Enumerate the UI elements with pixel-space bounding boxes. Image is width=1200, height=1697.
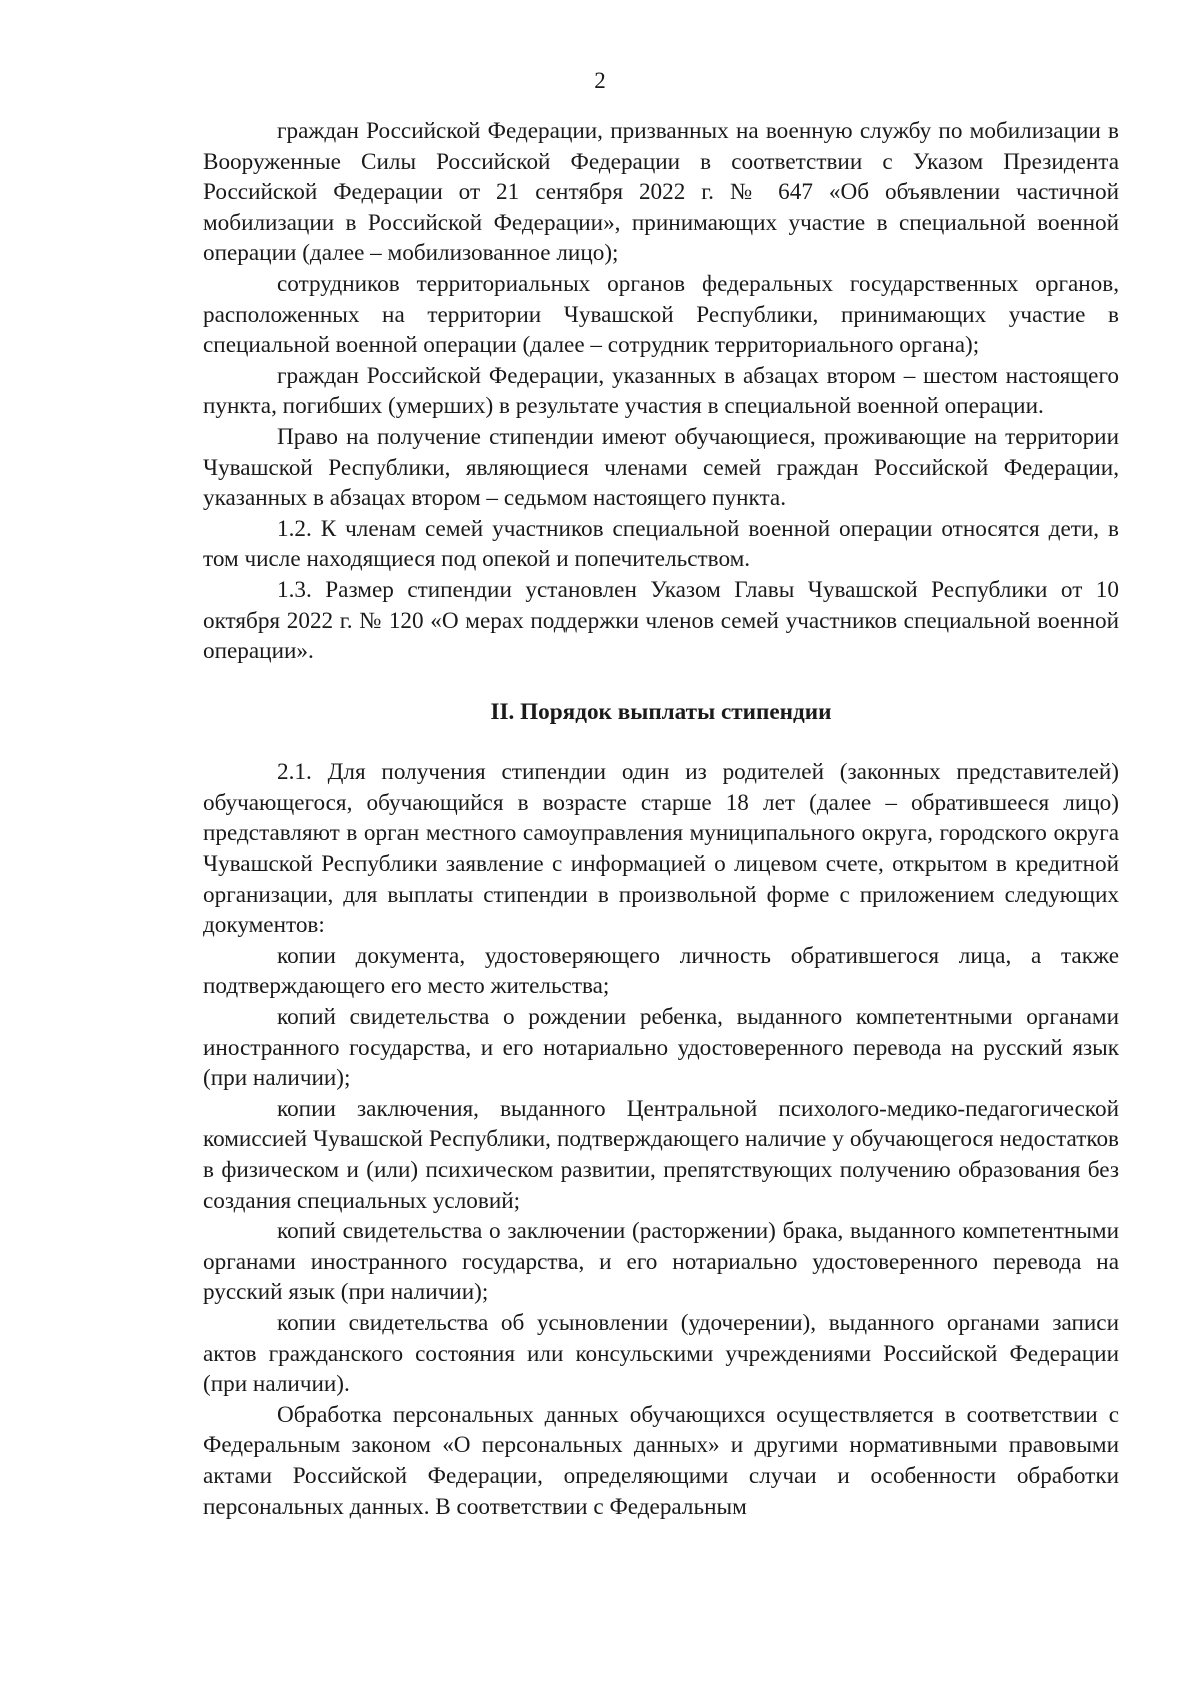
paragraph-mobilized: граждан Российской Федерации, призванных на военную службу по мобилизации в Вооруженные Силы Российской Федерации в соответствии с Указом Президента Российской Федерации от 21 сентября 2022 г. № 647 «Об объявлении частичной мобилизации в Российской Федерации», принимающих участие в специальной военной операции (далее – мобилизованное лицо);	[203, 118, 1119, 267]
document-item-birth-certificate: копий свидетельства о рождении ребенка, выданного компетентными органами иностранного государства, и его нотариально удостоверенного перевода на русский язык (при наличии);	[203, 1004, 1119, 1092]
page-number: 2	[594, 68, 606, 93]
document-item-commission-conclusion: копии заключения, выданного Центральной психолого-медико-педагогической комиссией Чувашской Республики, подтверждающего наличие у обучающегося недостатков в физическом и (или) психическом развитии, препятствующих получению образования без создания специальных условий;	[203, 1095, 1119, 1214]
paragraph-territorial-employees: сотрудников территориальных органов федеральных государственных органов, расположенных на территории Чувашской Республики, принимающих участие в специальной военной операции (далее – сотрудник территориального органа);	[203, 270, 1119, 359]
clause-2-1: 2.1. Для получения стипендии один из родителей (законных представителей) обучающегося, обучающийся в возрасте старше 18 лет (далее – обратившееся лицо) представляют в орган местного самоуправления муниципального округа, городского округа Чувашской Республики заявление с информацией о лицевом счете, открытом в кредитной организации, для выплаты стипендии в произвольной форме с приложением следующих документов:	[203, 759, 1119, 939]
clause-1-3: 1.3. Размер стипендии установлен Указом Главы Чувашской Республики от 10 октября 2022 г. № 120 «О мерах поддержки членов семей участников специальной военной операции».	[203, 576, 1119, 665]
document-item-identity: копии документа, удостоверяющего личность обратившегося лица, а также подтверждающего его место жительства;	[203, 942, 1119, 1000]
paragraph-eligibility: Право на получение стипендии имеют обучающиеся, проживающие на территории Чувашской Республики, являющиеся членами семей граждан Российской Федерации, указанных в абзацах втором – седьмом настоящего пункта.	[203, 423, 1119, 512]
document-body	[203, 116, 1119, 1522]
paragraph-deceased-citizens: граждан Российской Федерации, указанных в абзацах втором – шестом настоящего пункта, погибших (умерших) в результате участия в специальной военной операции.	[203, 362, 1119, 420]
document-item-adoption-certificate: копии свидетельства об усыновлении (удочерении), выданного органами записи актов гражданского состояния или консульскими учреждениями Российской Федерации (при наличии).	[203, 1309, 1119, 1398]
document-item-marriage-certificate: копий свидетельства о заключении (расторжении) брака, выданного компетентными органами иностранного государства, и его нотариально удостоверенного перевода на русский язык (при наличии);	[203, 1218, 1119, 1306]
section-heading: II. Порядок выплаты стипендии	[490, 698, 832, 725]
clause-1-2: 1.2. К членам семей участников специальной военной операции относятся дети, в том числе находящиеся под опекой и попечительством.	[203, 515, 1119, 573]
paragraph-personal-data: Обработка персональных данных обучающихся осуществляется в соответствии с Федеральным законом «О персональных данных» и другими нормативными правовыми актами Российской Федерации, определяющими случаи и особенности обработки персональных данных. В соответствии с Федеральным	[203, 1401, 1119, 1520]
